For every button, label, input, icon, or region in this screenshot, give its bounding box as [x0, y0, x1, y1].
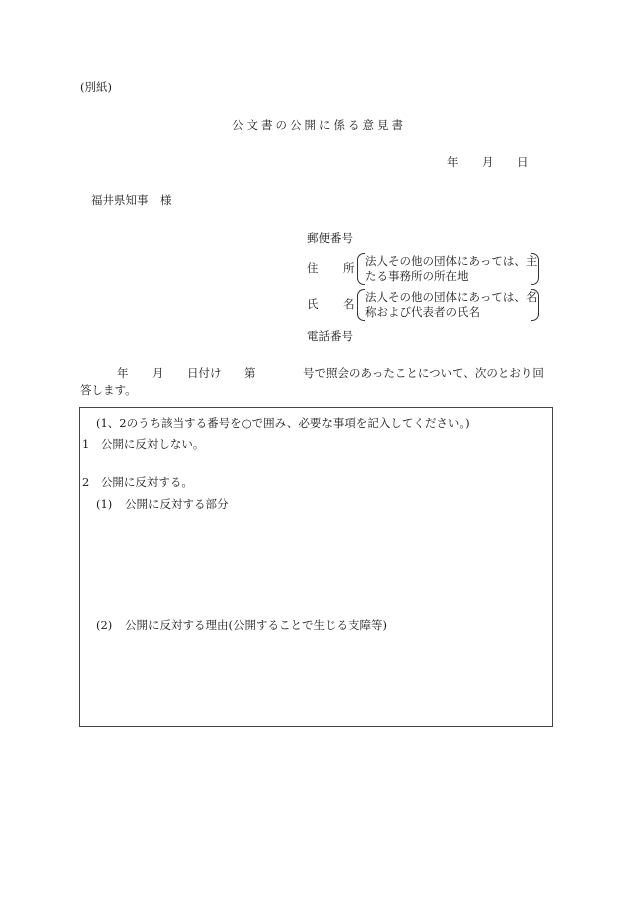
addressee: 福井県知事 様: [91, 193, 172, 207]
address-label-2: 所: [343, 261, 355, 275]
phone-label: 電話番号: [307, 329, 353, 343]
sub2-number: (2): [96, 618, 113, 632]
option-2: 2 公開に反対する。: [82, 475, 193, 489]
address-bracket-right: [531, 253, 539, 285]
body-month: 月: [152, 366, 164, 380]
address-note-line1: 法人その他の団体にあっては、主: [365, 254, 538, 268]
name-bracket-right: [531, 289, 539, 321]
name-label-2: 名: [343, 297, 355, 311]
address-label-1: 住: [307, 261, 319, 275]
option-1: 1 公開に反対しない。: [82, 437, 205, 451]
page-title: 公文書の公開に係る意見書: [232, 118, 406, 132]
postal-code-label: 郵便番号: [307, 231, 353, 245]
body-dated: 日付け: [187, 366, 222, 380]
body-line2: 答します。: [80, 383, 137, 397]
attachment-label: (別紙): [80, 80, 112, 94]
name-note-line2: 称および代表者の氏名: [365, 305, 480, 319]
response-form-box: [79, 407, 553, 727]
sub2-text: 公開に反対する理由(公開することで生じる支障等): [125, 618, 387, 632]
body-number-prefix: 第: [244, 366, 256, 380]
body-year: 年: [117, 366, 129, 380]
sub1-text: 公開に反対する部分: [125, 497, 229, 511]
date-year-label: 年: [447, 155, 459, 169]
sub1-number: (1): [96, 497, 113, 511]
form-instruction: (1、2のうち該当する番号を○で囲み、必要な事項を記入してください。): [96, 416, 470, 430]
body-line1: 号で照会のあったことについて、次のとおり回: [303, 366, 544, 380]
name-bracket-left: [357, 289, 365, 321]
name-label-1: 氏: [307, 297, 319, 311]
date-month-label: 月: [482, 155, 494, 169]
address-note-line2: たる事務所の所在地: [365, 269, 469, 283]
date-day-label: 日: [517, 155, 529, 169]
address-bracket-left: [357, 253, 365, 285]
name-note-line1: 法人その他の団体にあっては、名: [365, 290, 538, 304]
